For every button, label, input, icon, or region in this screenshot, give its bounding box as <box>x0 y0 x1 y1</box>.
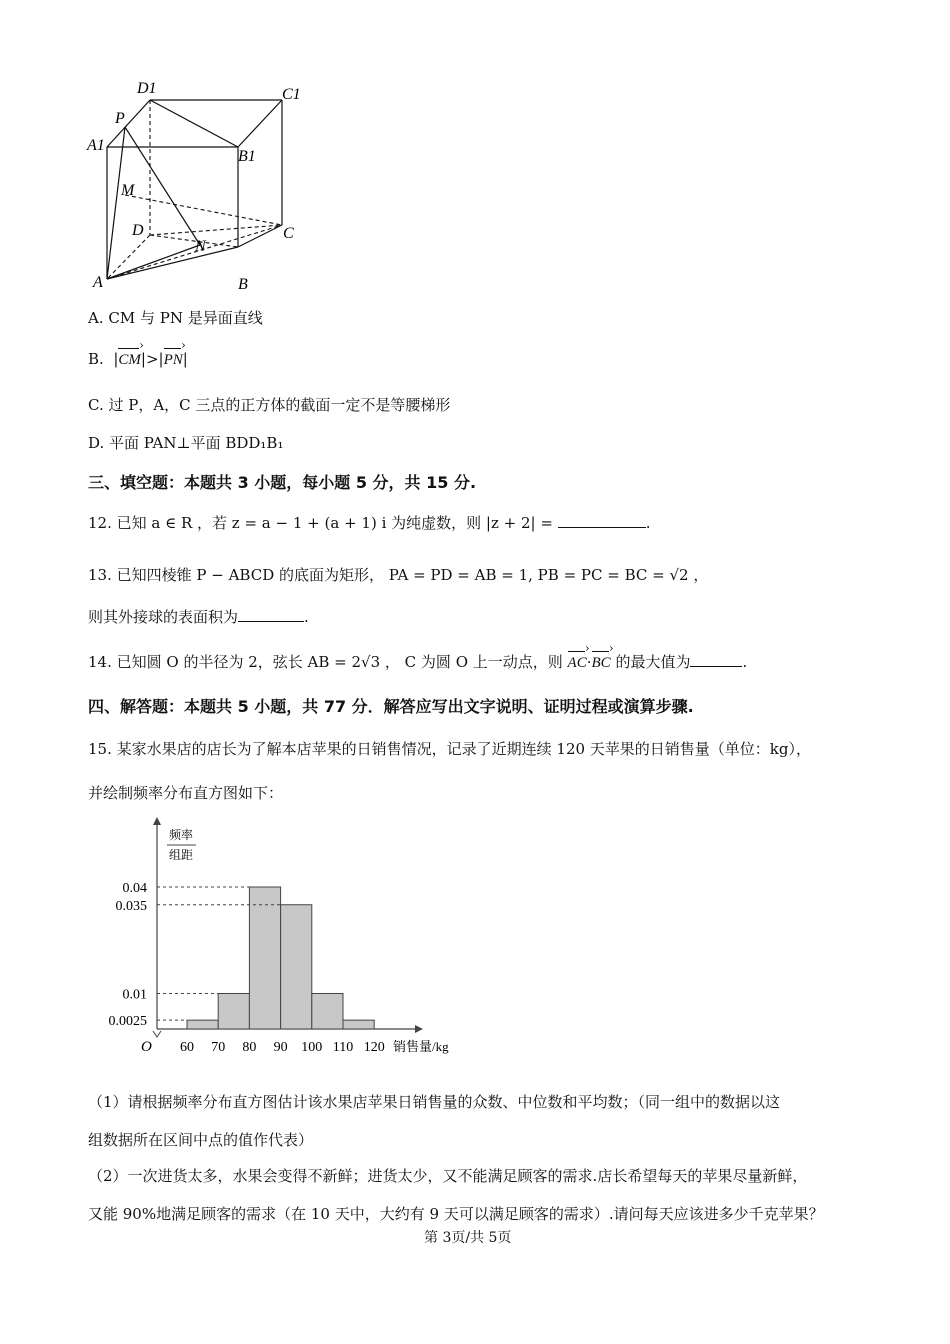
option-d: D. 平面 PAN⊥平面 BDD₁B₁ <box>88 434 284 452</box>
y-axis-label-bottom: 组距 <box>168 848 194 862</box>
frequency-histogram <box>95 815 495 1075</box>
label-N: N <box>195 238 206 255</box>
y-tick-label: 0.035 <box>115 898 147 914</box>
option-c: C. 过 P，A，C 三点的正方体的截面一定不是等腰梯形 <box>88 396 451 414</box>
vector-cm: CM <box>118 352 141 368</box>
option-b-prefix: B. <box>88 350 104 368</box>
x-axis-label: 销售量/kg <box>393 1039 449 1054</box>
question-15-part-1-line-2: 组数据所在区间中点的值作代表） <box>88 1131 314 1149</box>
histogram-bar-90-100 <box>281 905 312 1029</box>
x-tick-label: 120 <box>363 1040 385 1055</box>
x-axis-arrow <box>415 1025 423 1033</box>
page-footer: 第 3页/共 5页 <box>424 1230 512 1246</box>
x-tick-label: 60 <box>180 1040 194 1055</box>
question-13-line-1: 13. 已知四棱锥 P − ABCD 的底面为矩形， PA = PD = AB = 1, PB = PC = BC = √2 ， <box>88 566 709 584</box>
question-14-end: . <box>742 653 748 671</box>
question-15-line-2: 并绘制频率分布直方图如下： <box>88 784 284 802</box>
section-3-title: 三、填空题：本题共 3 小题，每小题 5 分，共 15 分. <box>88 473 477 492</box>
question-15-part-1-line-1: （1）请根据频率分布直方图估计该水果店苹果日销售量的众数、中位数和平均数；（同一组中的数据以这 <box>88 1093 781 1111</box>
vector-bc: BC <box>591 655 611 671</box>
question-14: 14. 已知圆 O 的半径为 2，弦长 AB = 2√3 ， C 为圆 O 上一动点，则 AC ›·BC › 的最大值为 . <box>88 651 747 672</box>
question-13-text: 则其外接球的表面积为 <box>88 608 239 626</box>
label-A: A <box>93 274 103 291</box>
y-axis-label-top: 频率 <box>168 828 194 842</box>
label-C: C <box>283 225 294 242</box>
vector-ac: AC <box>567 655 587 671</box>
x-tick-label: 100 <box>301 1040 323 1055</box>
option-a: A. CM 与 PN 是异面直线 <box>88 309 263 327</box>
axis-break <box>153 1031 161 1037</box>
label-C1: C1 <box>282 86 301 103</box>
question-15-line-1: 15. 某家水果店的店长为了解本店苹果的日销售情况，记录了近期连续 120 天苹果的日销售量（单位：kg）， <box>88 740 811 758</box>
y-tick-label: 0.01 <box>122 987 147 1003</box>
question-12 <box>88 512 650 533</box>
label-M: M <box>121 182 135 199</box>
histogram-bar-80-90 <box>249 887 280 1029</box>
label-B: B <box>238 276 248 293</box>
cube-bottom-edge <box>85 75 315 295</box>
x-tick-label: 80 <box>242 1040 257 1055</box>
histogram-bar-70-80 <box>218 994 249 1030</box>
label-D1: D1 <box>137 80 157 97</box>
histogram-bar-110-120 <box>343 1020 374 1029</box>
y-tick-label: 0.0025 <box>108 1014 147 1030</box>
label-B1: B1 <box>238 148 256 165</box>
answer-blank-12[interactable] <box>558 513 646 528</box>
origin-label: O <box>141 1039 152 1055</box>
y-tick-label: 0.04 <box>122 881 147 896</box>
question-14-text: 14. 已知圆 O 的半径为 2，弦长 AB = 2√3 ， C 为圆 O 上一动点，则 <box>88 653 563 671</box>
label-A1: A1 <box>87 137 105 154</box>
x-tick-label: 90 <box>273 1040 288 1055</box>
vector-pn: PN <box>163 352 183 368</box>
label-P: P <box>115 110 125 127</box>
histogram-bar-100-110 <box>312 994 343 1030</box>
answer-blank-14[interactable] <box>690 652 742 667</box>
x-tick-label: 110 <box>332 1040 354 1055</box>
question-13-end: . <box>304 608 309 626</box>
y-axis-arrow <box>153 817 161 825</box>
x-tick-label: 70 <box>211 1040 226 1055</box>
option-b: B. |CM ›|>|PN ›| <box>88 350 188 369</box>
question-15-part-2-line-1: （2）一次进货太多，水果会变得不新鲜；进货太少，又不能满足顾客的需求.店长希望每天的苹果尽量新鲜， <box>88 1167 808 1185</box>
question-14-text-b: 的最大值为 <box>615 653 691 671</box>
histogram-bar-60-70 <box>187 1020 218 1029</box>
section-4-title: 四、解答题：本题共 5 小题，共 77 分．解答应写出文字说明、证明过程或演算步骤. <box>88 697 694 716</box>
label-D: D <box>132 222 144 239</box>
question-13-line-2 <box>88 606 309 627</box>
question-12-text: 12. 已知 a ∈ R ，若 z = a − 1 + (a + 1) i 为纯虚数，则 |z + 2| = <box>88 514 553 532</box>
question-15-part-2-line-2: 又能 90%地满足顾客的需求（在 10 天中，大约有 9 天可以满足顾客的需求）.请问每天应该进多少千克苹果？ <box>88 1205 824 1223</box>
answer-blank-13[interactable] <box>238 607 304 622</box>
question-12-end: . <box>645 514 651 532</box>
